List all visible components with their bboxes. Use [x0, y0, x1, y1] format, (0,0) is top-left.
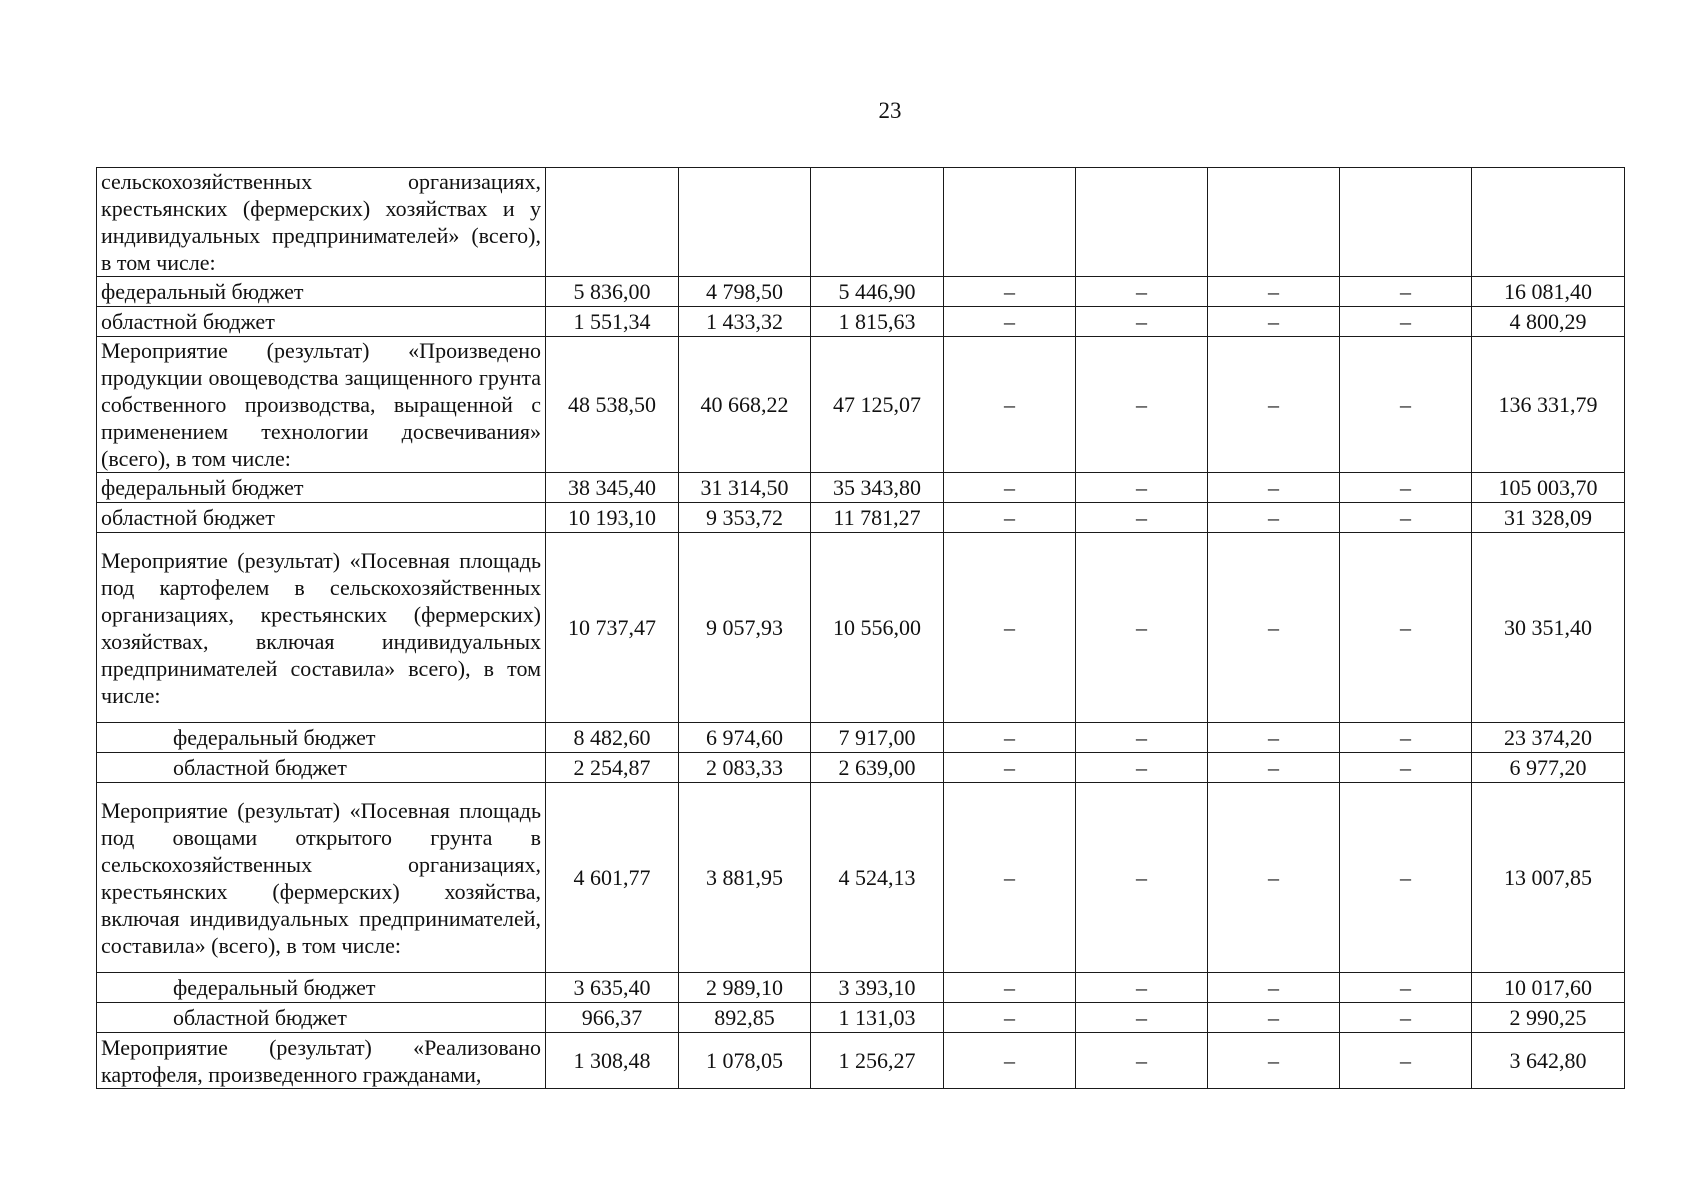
total-cell: 2 990,25	[1472, 1003, 1625, 1033]
table-row	[97, 1003, 1625, 1033]
value-cell: –	[1340, 1033, 1472, 1089]
value-cell: –	[1076, 533, 1208, 723]
total-cell: 105 003,70	[1472, 473, 1625, 503]
value-cell	[679, 168, 811, 277]
value-cell: –	[944, 1003, 1076, 1033]
total-cell: 23 374,20	[1472, 723, 1625, 753]
row-label: областной бюджет	[97, 503, 546, 533]
total-cell: 4 800,29	[1472, 307, 1625, 337]
value-cell: –	[1076, 783, 1208, 973]
value-cell: –	[944, 337, 1076, 473]
table-row	[97, 753, 1625, 783]
value-cell: 1 308,48	[546, 1033, 679, 1089]
value-cell: –	[1208, 307, 1340, 337]
table-row	[97, 168, 1625, 277]
row-label: Мероприятие (результат) «Реализовано картофеля, произведенного гражданами,	[97, 1033, 546, 1089]
value-cell: –	[1208, 723, 1340, 753]
row-label: Мероприятие (результат) «Посевная площадь под картофелем в сельскохозяйственных организациях, крестьянских (фермерских) хозяйствах, включая индивидуальных предпринимателей составила» всего), в том числе:	[97, 533, 546, 723]
value-cell: –	[1208, 973, 1340, 1003]
value-cell: –	[1340, 753, 1472, 783]
row-label: федеральный бюджет	[97, 277, 546, 307]
table-row	[97, 533, 1625, 723]
table-row	[97, 1033, 1625, 1089]
value-cell: 1 078,05	[679, 1033, 811, 1089]
value-cell: 7 917,00	[811, 723, 944, 753]
value-cell: –	[1076, 973, 1208, 1003]
total-cell: 30 351,40	[1472, 533, 1625, 723]
value-cell: 2 989,10	[679, 973, 811, 1003]
value-cell: 1 815,63	[811, 307, 944, 337]
value-cell: 4 524,13	[811, 783, 944, 973]
value-cell: –	[1208, 473, 1340, 503]
total-cell: 31 328,09	[1472, 503, 1625, 533]
value-cell: –	[1340, 973, 1472, 1003]
value-cell: –	[1076, 337, 1208, 473]
value-cell: 2 639,00	[811, 753, 944, 783]
page-number: 23	[878, 98, 902, 123]
table-row	[97, 503, 1625, 533]
value-cell: –	[944, 473, 1076, 503]
value-cell: –	[1208, 753, 1340, 783]
total-cell: 10 017,60	[1472, 973, 1625, 1003]
table-row	[97, 973, 1625, 1003]
total-cell: 3 642,80	[1472, 1033, 1625, 1089]
value-cell: 2 254,87	[546, 753, 679, 783]
value-cell: –	[1340, 277, 1472, 307]
value-cell: 9 353,72	[679, 503, 811, 533]
value-cell: –	[1208, 503, 1340, 533]
value-cell: 47 125,07	[811, 337, 944, 473]
value-cell: 1 433,32	[679, 307, 811, 337]
table-row	[97, 277, 1625, 307]
value-cell: –	[1208, 533, 1340, 723]
value-cell	[811, 168, 944, 277]
value-cell: –	[1340, 503, 1472, 533]
value-cell: –	[1076, 1033, 1208, 1089]
value-cell: 8 482,60	[546, 723, 679, 753]
value-cell: 10 737,47	[546, 533, 679, 723]
value-cell: 3 635,40	[546, 973, 679, 1003]
row-label: федеральный бюджет	[97, 973, 546, 1003]
total-cell: 16 081,40	[1472, 277, 1625, 307]
table-row	[97, 723, 1625, 753]
value-cell: 5 836,00	[546, 277, 679, 307]
value-cell: 5 446,90	[811, 277, 944, 307]
value-cell: 1 551,34	[546, 307, 679, 337]
value-cell: –	[944, 723, 1076, 753]
value-cell: –	[1208, 337, 1340, 473]
value-cell: –	[1076, 277, 1208, 307]
row-label: Мероприятие (результат) «Посевная площадь под овощами открытого грунта в сельскохозяйственных организациях, крестьянских (фермерских) хозяйства, включая индивидуальных предпринимателей, составила» (всего), в том числе:	[97, 783, 546, 973]
value-cell: 3 393,10	[811, 973, 944, 1003]
value-cell: 10 193,10	[546, 503, 679, 533]
row-label: областной бюджет	[97, 1003, 546, 1033]
value-cell: –	[1340, 337, 1472, 473]
value-cell: –	[944, 783, 1076, 973]
row-label: областной бюджет	[97, 753, 546, 783]
value-cell	[1340, 168, 1472, 277]
table-row	[97, 783, 1625, 973]
value-cell	[1208, 168, 1340, 277]
value-cell: –	[1340, 783, 1472, 973]
value-cell: –	[944, 753, 1076, 783]
value-cell: –	[1208, 277, 1340, 307]
value-cell: 38 345,40	[546, 473, 679, 503]
row-label: федеральный бюджет	[97, 473, 546, 503]
table-row	[97, 307, 1625, 337]
total-cell: 6 977,20	[1472, 753, 1625, 783]
value-cell: –	[1076, 307, 1208, 337]
total-cell: 136 331,79	[1472, 337, 1625, 473]
value-cell	[1076, 168, 1208, 277]
total-cell	[1472, 168, 1625, 277]
value-cell: –	[944, 307, 1076, 337]
value-cell: –	[1340, 307, 1472, 337]
table-row	[97, 337, 1625, 473]
value-cell: 48 538,50	[546, 337, 679, 473]
table-row	[97, 473, 1625, 503]
value-cell: –	[944, 1033, 1076, 1089]
value-cell: 1 131,03	[811, 1003, 944, 1033]
row-label: федеральный бюджет	[97, 723, 546, 753]
value-cell: –	[944, 503, 1076, 533]
value-cell: –	[1208, 783, 1340, 973]
row-label: областной бюджет	[97, 307, 546, 337]
value-cell: 966,37	[546, 1003, 679, 1033]
value-cell: 4 601,77	[546, 783, 679, 973]
value-cell: –	[1076, 503, 1208, 533]
value-cell: –	[944, 277, 1076, 307]
value-cell: –	[1340, 533, 1472, 723]
value-cell: 2 083,33	[679, 753, 811, 783]
value-cell: 10 556,00	[811, 533, 944, 723]
value-cell: 9 057,93	[679, 533, 811, 723]
value-cell: –	[1076, 1003, 1208, 1033]
value-cell: 35 343,80	[811, 473, 944, 503]
value-cell: 4 798,50	[679, 277, 811, 307]
value-cell: 40 668,22	[679, 337, 811, 473]
total-cell: 13 007,85	[1472, 783, 1625, 973]
value-cell	[546, 168, 679, 277]
value-cell: 31 314,50	[679, 473, 811, 503]
budget-table	[96, 167, 1625, 1089]
row-label: Мероприятие (результат) «Произведено продукции овощеводства защищенного грунта собственного производства, выращенной с применением технологии досвечивания» (всего), в том числе:	[97, 337, 546, 473]
value-cell	[944, 168, 1076, 277]
value-cell: –	[1340, 1003, 1472, 1033]
row-label: сельскохозяйственных организациях, крестьянских (фермерских) хозяйствах и у индивидуальных предпринимателей» (всего), в том числе:	[97, 168, 546, 277]
value-cell: 6 974,60	[679, 723, 811, 753]
value-cell: –	[1076, 723, 1208, 753]
value-cell: –	[1208, 1033, 1340, 1089]
value-cell: –	[1076, 473, 1208, 503]
value-cell: –	[1076, 753, 1208, 783]
value-cell: 892,85	[679, 1003, 811, 1033]
value-cell: –	[1208, 1003, 1340, 1033]
value-cell: 1 256,27	[811, 1033, 944, 1089]
value-cell: –	[1340, 473, 1472, 503]
value-cell: –	[944, 973, 1076, 1003]
value-cell: 11 781,27	[811, 503, 944, 533]
value-cell: –	[944, 533, 1076, 723]
value-cell: 3 881,95	[679, 783, 811, 973]
value-cell: –	[1340, 723, 1472, 753]
